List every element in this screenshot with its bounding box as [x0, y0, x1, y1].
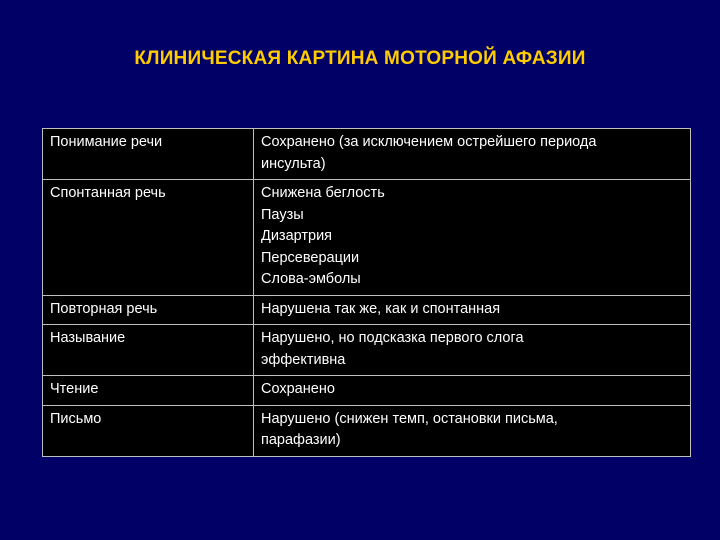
row-value: [254, 180, 691, 296]
value-line: эффективна: [261, 351, 346, 368]
row-value: [254, 129, 691, 180]
aphasia-symptoms-table: [42, 128, 691, 457]
value-line: Слова-эмболы: [261, 271, 361, 287]
table-row: [43, 376, 691, 406]
value-line: парафазии): [261, 432, 341, 448]
table-row: [43, 180, 691, 296]
value-line: Персеверации: [261, 249, 360, 266]
row-label: Чтение: [43, 376, 254, 406]
value-line: инсульта): [261, 155, 326, 172]
table-row: [43, 325, 691, 376]
row-value: [254, 325, 691, 376]
slide-title: КЛИНИЧЕСКАЯ КАРТИНА МОТОРНОЙ АФАЗИИ: [134, 48, 586, 69]
row-value: [254, 376, 691, 406]
row-value: [254, 405, 691, 456]
row-label: Письмо: [43, 405, 254, 456]
row-label: Называние: [43, 325, 254, 376]
table-row: [43, 405, 691, 456]
value-line: Сохранено: [261, 381, 335, 397]
value-line: Нарушено, но подсказка первого слога: [261, 330, 524, 346]
value-line: Сохранено (за исключением острейшего периода: [261, 134, 597, 150]
value-line: Дизартрия: [261, 228, 333, 244]
row-label: Понимание речи: [43, 129, 254, 180]
row-label: Повторная речь: [43, 295, 254, 325]
value-line: Нарушена так же, как и спонтанная: [261, 300, 501, 317]
value-line: Паузы: [261, 206, 304, 223]
value-line: Нарушено (снижен темп, остановки письма,: [261, 410, 558, 427]
table-row: [43, 295, 691, 325]
row-value: [254, 295, 691, 325]
row-label: Спонтанная речь: [43, 180, 254, 296]
value-line: Снижена беглость: [261, 185, 385, 201]
table-row: [43, 129, 691, 180]
